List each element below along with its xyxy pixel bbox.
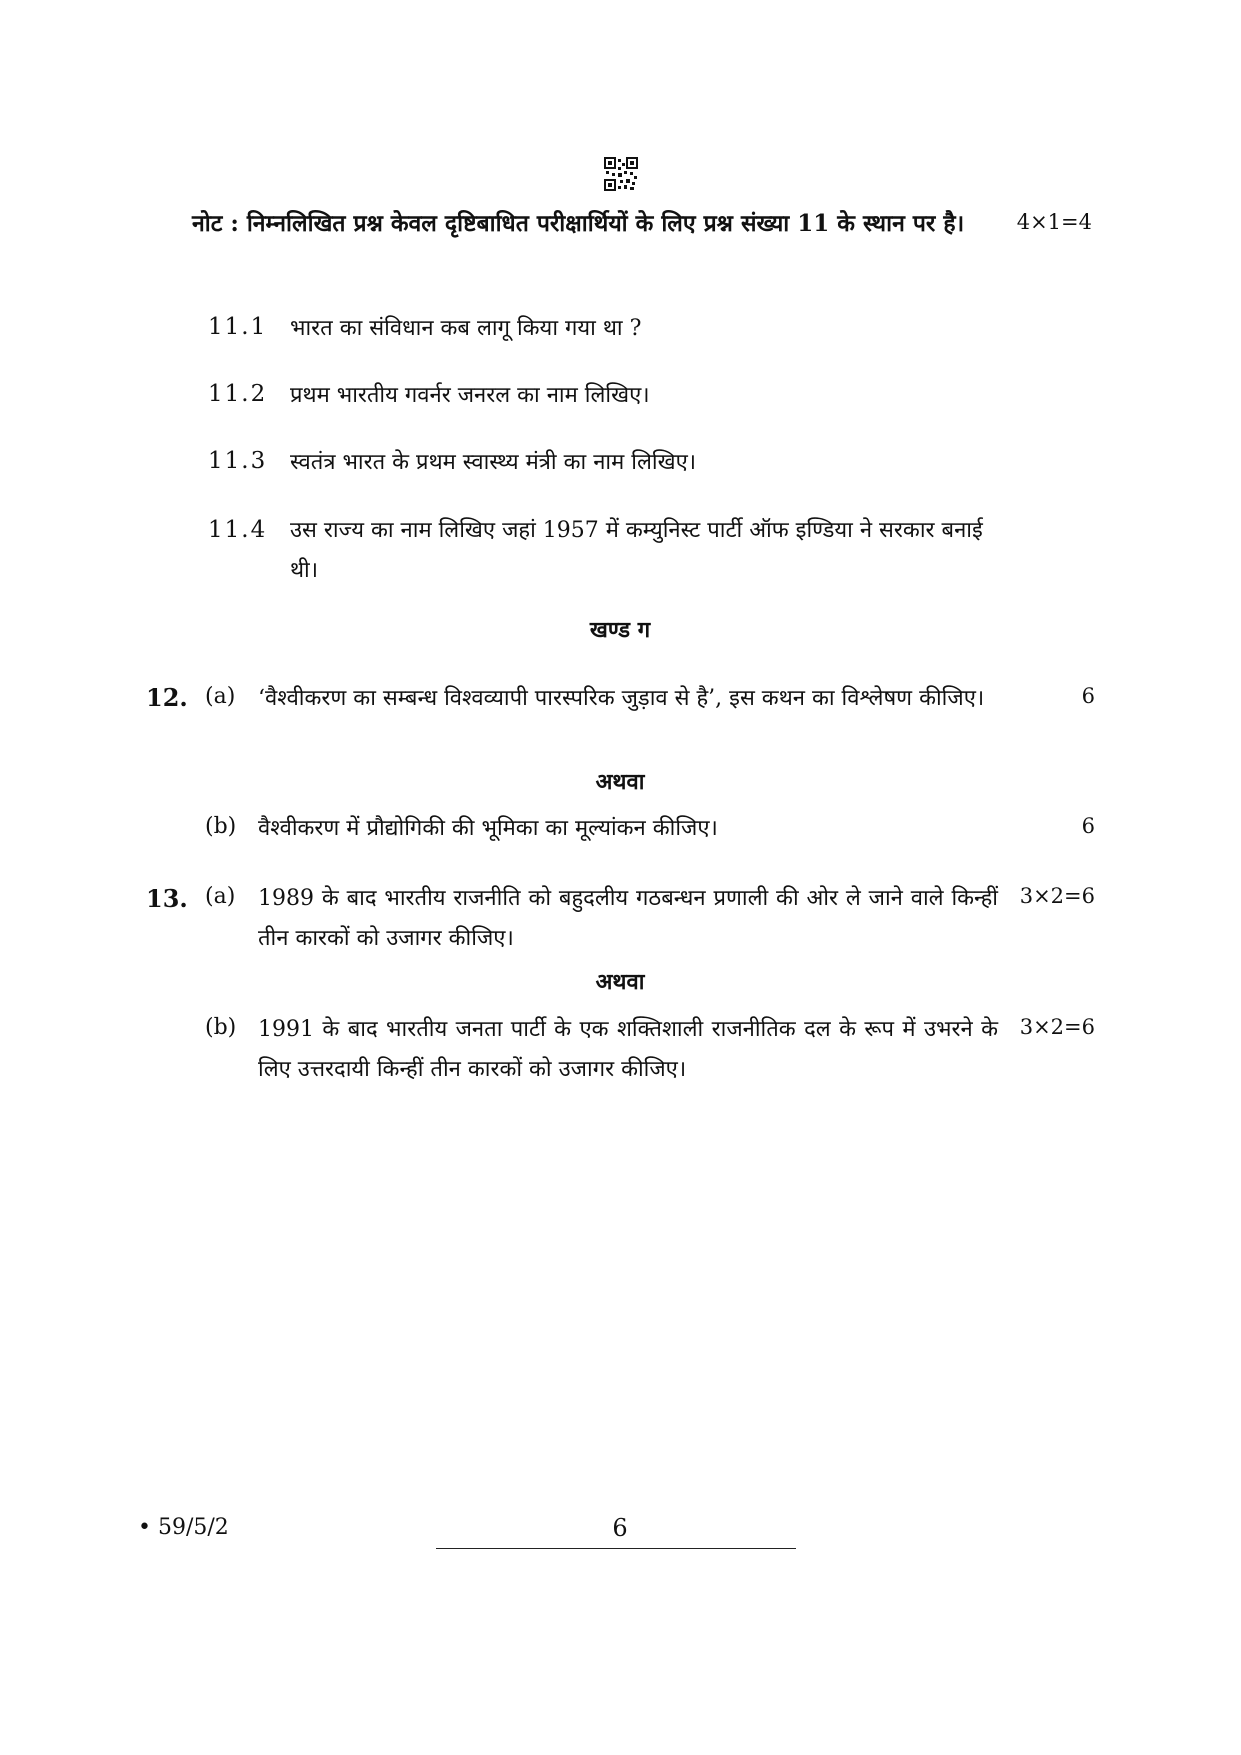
or-separator: अथवा (595, 969, 645, 995)
part-label: (a) (205, 684, 236, 709)
subquestion-text: प्रथम भारतीय गवर्नर जनरल का नाम लिखिए। (290, 383, 650, 408)
question-marks: 6 (1081, 684, 1095, 708)
note-marks: 4×1=4 (1016, 210, 1092, 234)
subquestion-number: 11.4 (208, 517, 268, 543)
subquestion-number: 11.2 (208, 381, 268, 407)
subquestion-text: उस राज्य का नाम लिखिए जहां 1957 में कम्युनिस्ट पार्टी ऑफ इण्डिया ने सरकार बनाई थी। (290, 518, 983, 583)
subquestion-number: 11.1 (208, 314, 268, 340)
subquestion-number: 11.3 (208, 448, 268, 474)
footer-rule (436, 1548, 796, 1549)
or-separator: अथवा (595, 769, 645, 795)
subquestion-text: स्वतंत्र भारत के प्रथम स्वास्थ्य मंत्री का नाम लिखिए। (290, 450, 697, 475)
question-marks: 3×2=6 (1019, 884, 1095, 908)
part-label: (a) (205, 884, 236, 909)
visually-impaired-note: नोट : निम्नलिखित प्रश्न केवल दृष्टिबाधित परीक्षार्थियों के लिए प्रश्न संख्या 11 के स्थान पर है। (192, 210, 965, 237)
paper-code: • 59/5/2 (138, 1515, 229, 1540)
question-text: 1991 के बाद भारतीय जनता पार्टी के एक शक्तिशाली राजनीतिक दल के रूप में उभरने के लिए उत्तरदायी किन्हीं तीन कारकों को उजागर कीजिए। (258, 1017, 998, 1082)
subquestion-text: भारत का संविधान कब लागू किया गया था ? (290, 316, 642, 341)
qr-code-icon (604, 157, 638, 191)
question-number: 13. (146, 884, 188, 913)
question-text: 1989 के बाद भारतीय राजनीति को बहुदलीय गठबन्धन प्रणाली की ओर ले जाने वाले किन्हीं तीन कारकों को उजागर कीजिए। (258, 886, 998, 951)
question-text: वैश्वीकरण में प्रौद्योगिकी की भूमिका का मूल्यांकन कीजिए। (258, 816, 718, 841)
part-label: (b) (205, 814, 237, 839)
section-heading: खण्ड ग (589, 617, 651, 643)
part-label: (b) (205, 1015, 237, 1040)
question-text: ‘वैश्वीकरण का सम्बन्ध विश्वव्यापी पारस्परिक जुड़ाव से है’, इस कथन का विश्लेषण कीजिए। (258, 686, 985, 711)
question-number: 12. (146, 683, 188, 712)
question-marks: 3×2=6 (1019, 1015, 1095, 1039)
page-number: 6 (612, 1514, 628, 1542)
question-marks: 6 (1081, 814, 1095, 838)
